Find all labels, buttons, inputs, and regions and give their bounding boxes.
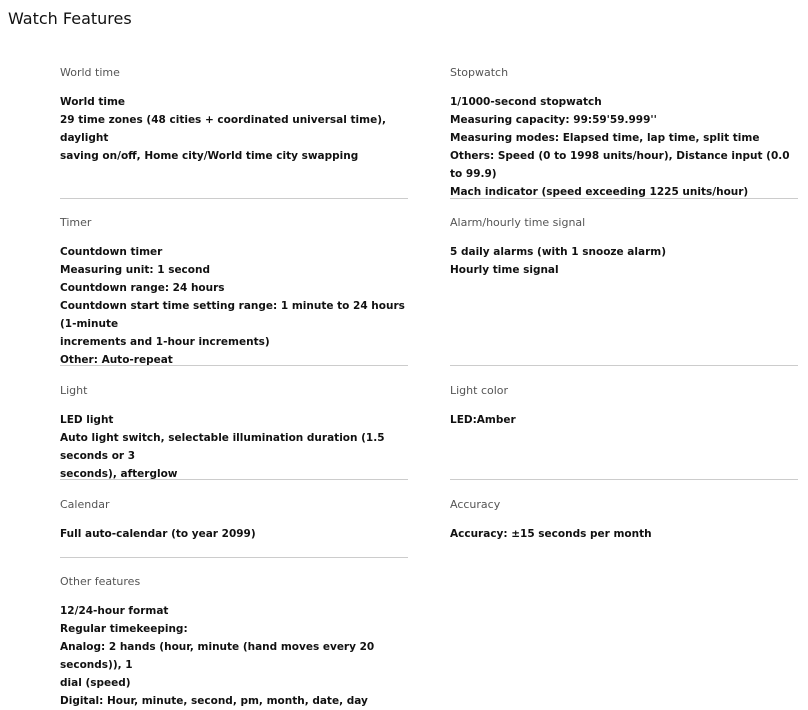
feature-line: Measuring modes: Elapsed time, lap time, split time <box>450 132 760 144</box>
feature-line: Countdown timer <box>60 246 163 258</box>
feature-line: 12/24-hour format <box>60 605 169 617</box>
feature-line: 29 time zones (48 cities + coordinated universal time), daylight <box>60 114 386 144</box>
section-accuracy <box>450 498 798 543</box>
section-heading: Accuracy <box>450 498 501 511</box>
page-title: Watch Features <box>8 9 132 28</box>
section-heading: World time <box>60 66 120 79</box>
feature-line: increments and 1-hour increments) <box>60 336 270 348</box>
feature-line: LED:Amber <box>450 414 516 426</box>
section-heading: Other features <box>60 575 141 588</box>
divider <box>60 557 408 558</box>
section-heading: Alarm/hourly time signal <box>450 216 586 229</box>
section-body <box>450 411 798 429</box>
feature-line: LED light <box>60 414 114 426</box>
feature-line: Other: Auto-repeat <box>60 354 173 366</box>
feature-line: Others: Speed (0 to 1998 units/hour), Distance input (0.0 to 99.9) <box>450 150 790 180</box>
feature-line: Mach indicator (speed exceeding 1225 units/hour) <box>450 186 749 198</box>
divider <box>60 365 408 366</box>
section-heading: Calendar <box>60 498 110 511</box>
feature-line: Full auto-calendar (to year 2099) <box>60 528 256 540</box>
feature-line: Auto light switch, selectable illumination duration (1.5 seconds or 3 <box>60 432 385 462</box>
divider <box>450 198 798 199</box>
section-heading: Timer <box>60 216 92 229</box>
divider <box>60 479 408 480</box>
section-body <box>60 525 408 543</box>
section-body <box>450 525 798 543</box>
section-body <box>60 602 408 710</box>
feature-line: 5 daily alarms (with 1 snooze alarm) <box>450 246 666 258</box>
feature-line: Analog: 2 hands (hour, minute (hand moves every 20 seconds)), 1 <box>60 641 375 671</box>
section-body <box>60 93 408 165</box>
feature-line: Hourly time signal <box>450 264 559 276</box>
section-light <box>60 384 408 483</box>
section-heading: Light <box>60 384 88 397</box>
section-body <box>60 243 408 369</box>
feature-line: Measuring capacity: 99:59'59.999'' <box>450 114 657 126</box>
feature-line: World time <box>60 96 126 108</box>
section-calendar <box>60 498 408 543</box>
feature-line: Countdown range: 24 hours <box>60 282 225 294</box>
divider <box>60 198 408 199</box>
section-alarm <box>450 216 798 279</box>
feature-line: Accuracy: ±15 seconds per month <box>450 528 652 540</box>
section-timer <box>60 216 408 369</box>
section-body <box>450 243 798 279</box>
feature-line: Countdown start time setting range: 1 minute to 24 hours (1-minute <box>60 300 405 330</box>
section-light-color <box>450 384 798 429</box>
section-world-time <box>60 66 408 165</box>
feature-line: dial (speed) <box>60 677 131 689</box>
section-body <box>60 411 408 483</box>
divider <box>450 365 798 366</box>
feature-line: 1/1000-second stopwatch <box>450 96 602 108</box>
section-other-features <box>60 575 408 710</box>
section-heading: Stopwatch <box>450 66 509 79</box>
section-heading: Light color <box>450 384 509 397</box>
section-stopwatch <box>450 66 798 201</box>
feature-line: Measuring unit: 1 second <box>60 264 210 276</box>
feature-line: Digital: Hour, minute, second, pm, month, date, day <box>60 695 368 707</box>
feature-line: saving on/off, Home city/World time city swapping <box>60 150 359 162</box>
feature-line: seconds), afterglow <box>60 468 178 480</box>
section-body <box>450 93 798 201</box>
feature-line: Regular timekeeping: <box>60 623 188 635</box>
divider <box>450 479 798 480</box>
